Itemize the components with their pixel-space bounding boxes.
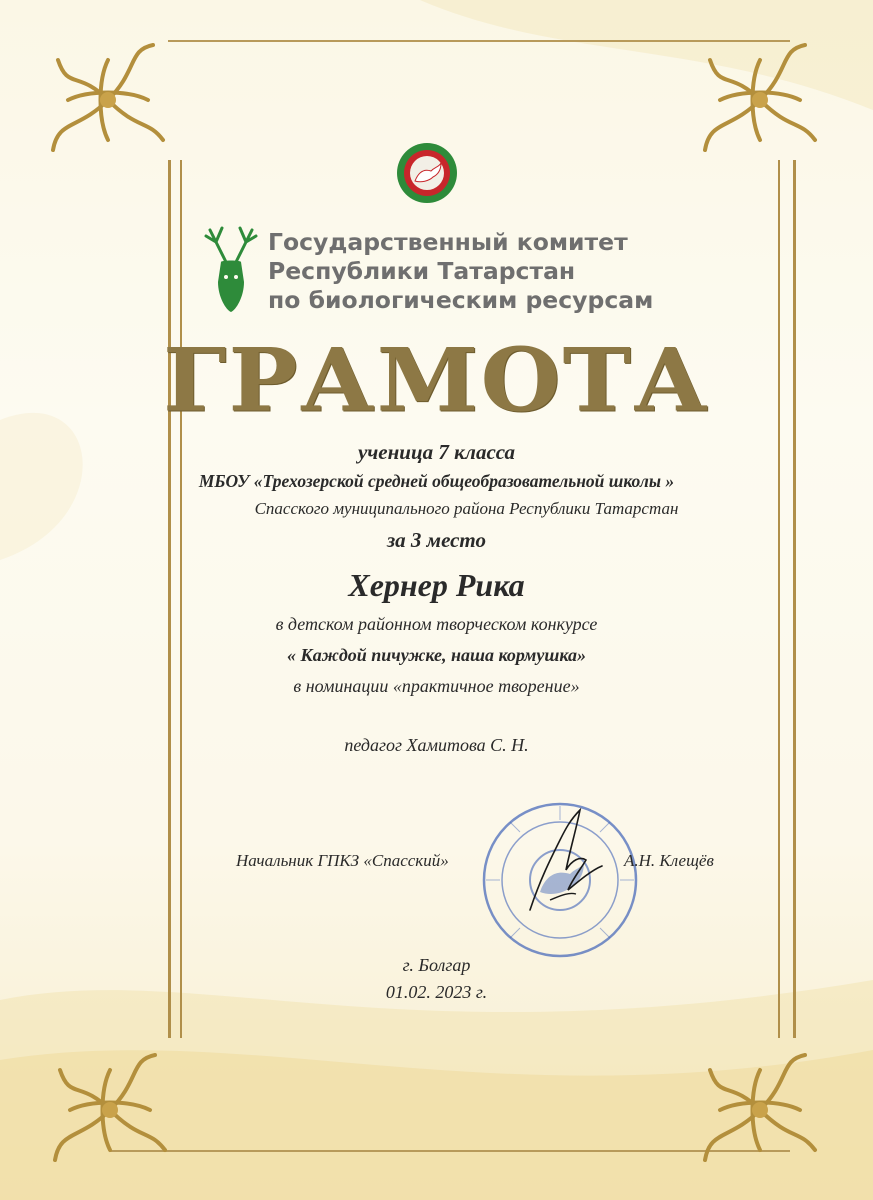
- place-award: за 3 место: [386, 528, 486, 552]
- org-name-line-1: Государственный комитет: [268, 228, 628, 256]
- student-class: ученица 7 класса: [357, 440, 516, 464]
- org-name-line-2: Республики Татарстан: [268, 257, 576, 285]
- org-name-line-3: по биологическим ресурсам: [268, 286, 654, 314]
- signatory-name: А.Н. Клещёв: [624, 851, 714, 870]
- tatarstan-emblem-icon: [395, 141, 459, 205]
- contest-name: « Каждой пичужке, наша кормушка»: [286, 645, 587, 665]
- frame-bottom-line: [110, 1150, 790, 1152]
- issue-date: 01.02. 2023 г.: [385, 982, 488, 1002]
- district-name: Спасского муниципального района Республики Татарстан: [254, 499, 679, 518]
- winner-name: Хернер Рика: [348, 567, 525, 603]
- contest-description: в детском районном творческом конкурсе: [275, 614, 598, 634]
- teacher-name: педагог Хамитова С. Н.: [344, 735, 529, 755]
- school-name: МБОУ «Трехозерской средней общеобразовательной школы »: [198, 471, 675, 491]
- corner-ornament-bottom-left: [40, 1040, 180, 1180]
- signatory-role: Начальник ГПКЗ «Спасский»: [236, 851, 449, 870]
- certificate-title: ГРАМОТА: [163, 328, 710, 432]
- deer-logo-icon: [196, 222, 266, 316]
- corner-ornament-top-left: [38, 30, 178, 170]
- corner-ornament-bottom-right: [690, 1040, 830, 1180]
- organization-name: [268, 228, 688, 315]
- nomination: в номинации «практичное творение»: [293, 676, 580, 696]
- signature-icon: [510, 800, 620, 920]
- corner-ornament-top-right: [690, 30, 830, 170]
- city: г. Болгар: [402, 955, 471, 975]
